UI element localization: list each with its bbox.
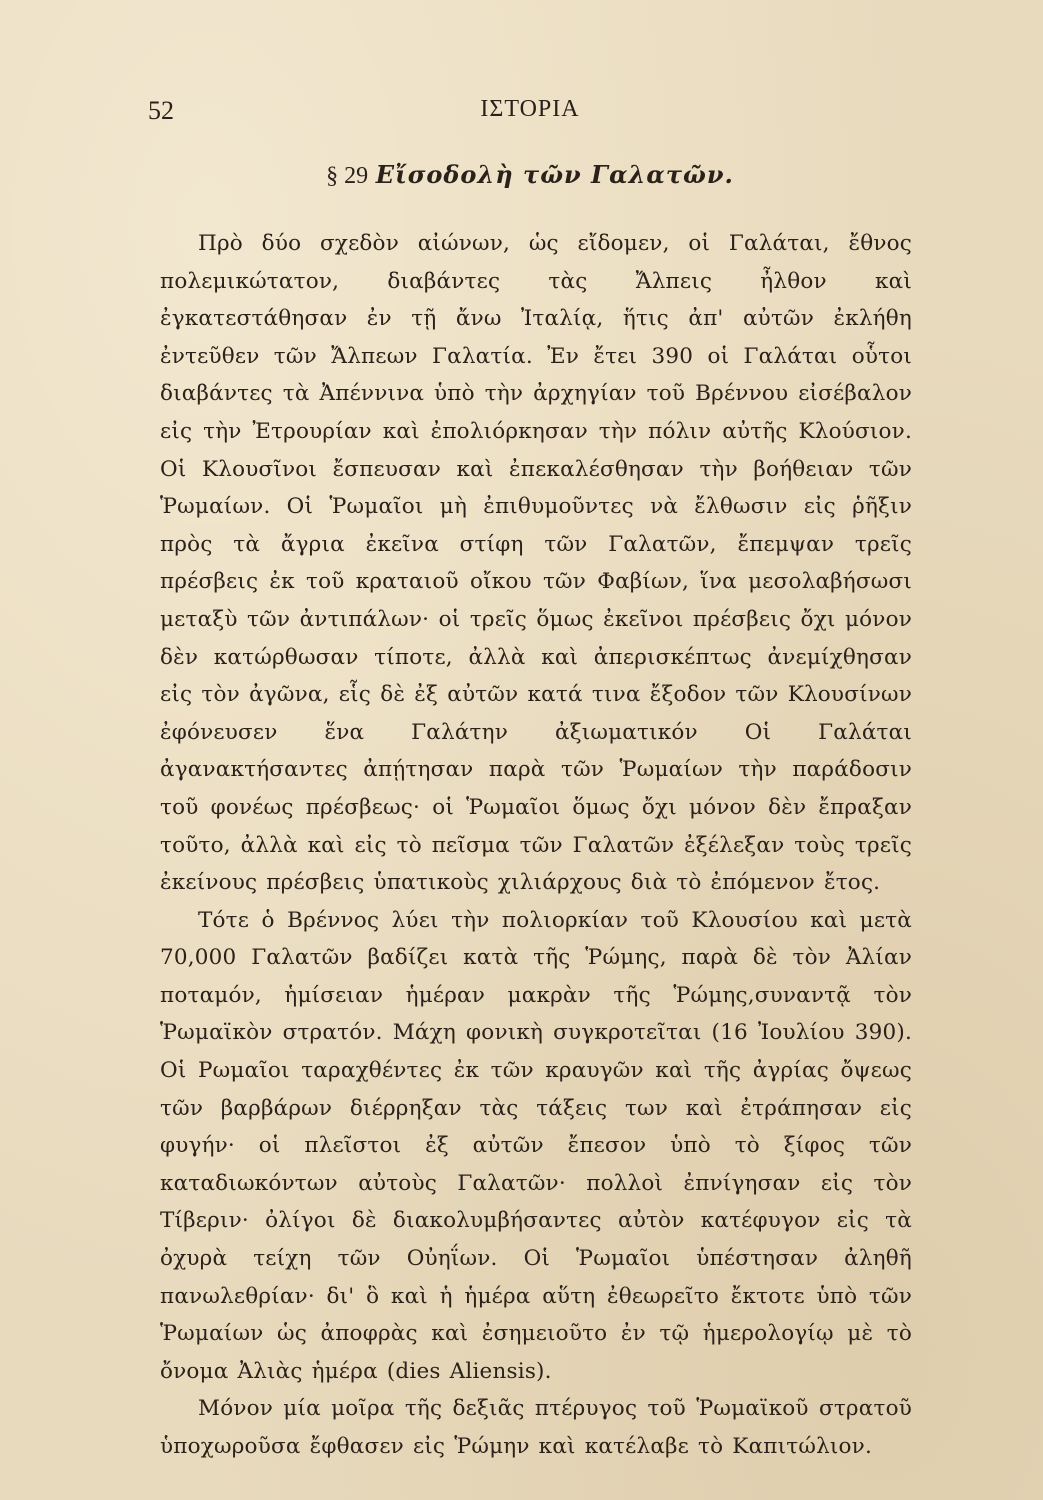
page-number: 52 xyxy=(148,96,174,125)
section-title: Εἴσοδολὴ τῶν Γαλατῶν. xyxy=(375,160,734,189)
paragraph-1: Πρὸ δύο σχεδὸν αἰώνων, ὡς εἴδομεν, οἱ Γαλάται, ἔθνος πολεμικώτατον, διαβάντες τὰς Ἄλπεις ἦλθον καὶ ἐγκατεστάθησαν ἐν τῇ ἄνω Ἰταλίᾳ, ἥτις ἀπ' αὐτῶν ἐκλήθη ἐντεῦθεν τῶν Ἄλπεων Γαλατία. Ἐν ἔτει 390 οἱ Γαλάται οὗτοι διαβάντες τὰ Ἀπέννινα ὑπὸ τὴν ἀρχηγίαν τοῦ Βρέννου εἰσέβαλον εἰς τὴν Ἐτρουρίαν καὶ ἐπολιόρκησαν τὴν πόλιν αὐτῆς Κλούσιον. Οἱ Κλουσῖνοι ἔσπευσαν καὶ ἐπεκαλέσθησαν τὴν βοήθειαν τῶν Ῥωμαίων. Οἱ Ῥωμαῖοι μὴ ἐπιθυμοῦντες νὰ ἔλθωσιν εἰς ῥῆξιν πρὸς τὰ ἄγρια ἐκεῖνα στίφη τῶν Γαλατῶν, ἔπεμψαν τρεῖς πρέσβεις ἐκ τοῦ κραταιοῦ οἴκου τῶν Φαβίων, ἵνα μεσολαβήσωσι μεταξὺ τῶν ἀντιπάλων· οἱ τρεῖς ὅμως ἐκεῖνοι πρέσβεις ὄχι μόνον δὲν κατώρθωσαν τίποτε, ἀλλὰ καὶ ἀπερισκέπτως ἀνεμίχθησαν εἰς τὸν ἀγῶνα, εἷς δὲ ἐξ αὐτῶν κατά τινα ἔξοδον τῶν Κλουσίνων ἐφόνευσεν ἕνα Γαλάτην ἀξιωματικόν Οἱ Γαλάται ἀγανακτήσαντες ἀπῄτησαν παρὰ τῶν Ῥωμαίων τὴν παράδοσιν τοῦ φονέως πρέσβεως· οἱ Ῥωμαῖοι ὅμως ὄχι μόνον δὲν ἔπραξαν τοῦτο, ἀλλὰ καὶ εἰς τὸ πεῖσμα τῶν Γαλατῶν ἐξέλεξαν τοὺς τρεῖς ἐκείνους πρέσβεις ὑπατικοὺς χιλιάρχους διὰ τὸ ἐπόμενον ἔτος. xyxy=(160,231,912,896)
body-text xyxy=(160,225,912,1466)
paragraph-3: Μόνον μία μοῖρα τῆς δεξιᾶς πτέρυγος τοῦ Ῥωμαϊκοῦ στρατοῦ ὑποχωροῦσα ἔφθασεν εἰς Ῥώμην καὶ κατέλαβε τὸ Καπιτώλιον. xyxy=(160,1396,912,1459)
paragraph-2: Τότε ὁ Βρέννος λύει τὴν πολιορκίαν τοῦ Κλουσίου καὶ μετὰ 70,000 Γαλατῶν βαδίζει κατὰ τῆς Ῥώμης, παρὰ δὲ τὸν Ἀλίαν ποταμόν, ἡμίσειαν ἡμέραν μακρὰν τῆς Ῥώμης,συναντᾷ τὸν Ῥωμαϊκὸν στρατόν. Μάχη φονικὴ συγκροτεῖται (16 Ἰουλίου 390). Οἱ Ρωμαῖοι ταραχθέντες ἐκ τῶν κραυγῶν καὶ τῆς ἀγρίας ὄψεως τῶν βαρβάρων διέρρηξαν τὰς τάξεις των καὶ ἐτράπησαν εἰς φυγήν· οἱ πλεῖστοι ἐξ αὐτῶν ἔπεσον ὑπὸ τὸ ξίφος τῶν καταδιωκόντων αὐτοὺς Γαλατῶν· πολλοὶ ἐπνίγησαν εἰς τὸν Τίβεριν· ὀλίγοι δὲ διακολυμβήσαντες αὐτὸν κατέφυγον εἰς τὰ ὀχυρὰ τείχη τῶν Οὐηΐων. Οἱ Ῥωμαῖοι ὑπέστησαν ἀληθῆ πανωλεθρίαν· δι' ὃ καὶ ἡ ἡμέρα αὕτη ἐθεωρεῖτο ἔκτοτε ὑπὸ τῶν Ῥωμαίων ὡς ἀποφρὰς καὶ ἐσημειοῦτο ἐν τῷ ἡμερολογίῳ μὲ τὸ ὄνομα Ἀλιὰς ἡμέρα (dies Aliensis). xyxy=(160,907,912,1384)
section-heading xyxy=(148,160,912,190)
running-title: ΙΣΤΟΡΙΑ xyxy=(480,96,580,122)
section-number: § 29 xyxy=(326,163,369,189)
running-head xyxy=(148,96,912,136)
